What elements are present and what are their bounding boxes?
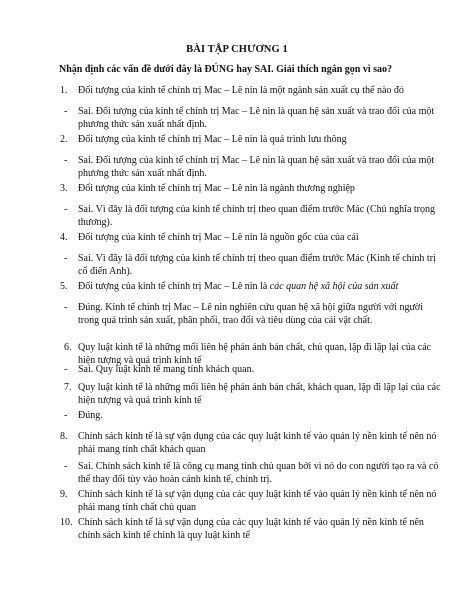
list-item <box>64 105 446 131</box>
item-text-italic: các quan hệ xã hội của sản xuất <box>269 281 399 292</box>
item-marker: - <box>64 106 68 117</box>
list-item <box>64 154 446 180</box>
list-item <box>64 203 446 229</box>
item-marker: 9. <box>60 489 68 500</box>
item-marker: 3. <box>60 183 68 194</box>
item-marker: 8. <box>60 431 68 442</box>
item-text: Sai. Đối tượng của kinh tế chính trị Mac – Lê nin là quan hệ sản xuất và trao đổi của một phương thức sản xuất nhất định. <box>78 106 435 130</box>
item-text: Sai. Quy luật kinh tế mang tính khách quan. <box>78 364 255 375</box>
item-text: Sai. Chính sách kinh tế là công cụ mang tính chủ quan bởi vì nó do con người tạo ra và có thể thay đổi tùy vào hoàn cảnh kinh tế, chính trị. <box>78 461 439 485</box>
list-item <box>60 133 446 146</box>
item-text: Đối tượng của kinh tế chính trị Mac – Lê nin là ngành thương nghiệp <box>78 183 355 194</box>
list-item <box>64 252 446 278</box>
item-marker: 6. <box>64 342 72 353</box>
item-text: Quy luật kinh tế là những mối liên hệ phản ánh bản chất, khách quan, lặp đi lặp lại của các hiện tượng và quá trình kinh tế <box>78 382 441 406</box>
item-marker: - <box>64 155 68 166</box>
item-text: Đúng. Kinh tế chính trị Mac – Lê nin nghiên cứu quan hệ xã hội giữa người với người trong quá trình sản xuất, phân phối, trao đổi và tiêu dùng của cải vật chất. <box>78 302 423 326</box>
item-text: Chính sách kinh tế là sự vận dụng của các quy luật kinh tế vào quản lý nền kinh tế nên nó phải mang tính chất khách quan <box>78 431 437 455</box>
list-item <box>60 516 446 542</box>
item-marker: - <box>64 253 68 264</box>
item-text: Đối tượng của kinh tế chính trị Mac – Lê nin là <box>78 281 270 292</box>
item-marker: 7. <box>64 382 72 393</box>
item-text: Đúng. <box>78 410 103 421</box>
item-marker: - <box>64 364 68 375</box>
item-marker: 4. <box>60 232 68 243</box>
item-text: Đối tượng của kinh tế chính trị Mac – Lê nin là một ngành sản xuất cụ thể nào đó <box>78 85 404 96</box>
item-text: Đối tượng của kinh tế chính trị Mac – Lê nin là nguồn gốc của của cải <box>78 232 359 243</box>
item-marker: 5. <box>60 281 68 292</box>
item-text: Chính sách kinh tế là sự vận dụng của các quy luật kinh tế vào quản lý nền kinh tế nên chính sách kinh tế chính là quy luật kinh tế <box>78 517 424 541</box>
list-item <box>64 381 446 407</box>
item-text: Sai. Vì đây là đối tượng của kinh tế chính trị theo quan điểm trước Mác (Chủ nghĩa trọng thương). <box>78 204 435 228</box>
item-text: Chính sách kinh tế là sự vận dụng của các quy luật kinh tế vào quản lý nền kinh tế nên nó phải mang tính chất chủ quan <box>78 489 437 513</box>
list-item <box>60 280 446 293</box>
list-item <box>60 231 446 244</box>
list-item <box>64 460 446 486</box>
item-text: Quy luật kinh tế là những mối liên hệ phản ánh bản chất, chủ quan, lặp đi lặp lại của các hiện tượng và quá trình kinh tế <box>78 342 432 366</box>
item-marker: - <box>64 461 68 472</box>
item-marker: - <box>64 204 68 215</box>
item-marker: 1. <box>60 85 68 96</box>
item-text: Đối tượng của kinh tế chính trị Mac – Lê nin là quá trình lưu thông <box>78 134 347 145</box>
instruction-heading: Nhận định các vấn đề dưới đây là ĐÚNG hay SAI. Giải thích ngắn gọn vì sao? <box>59 64 393 75</box>
list-item <box>64 301 446 327</box>
item-marker: - <box>64 410 68 421</box>
list-item <box>60 84 446 97</box>
item-marker: 10. <box>60 517 73 528</box>
item-marker: 2. <box>60 134 68 145</box>
page-title: BÀI TẬP CHƯƠNG 1 <box>186 44 288 55</box>
list-item <box>64 363 446 376</box>
list-item <box>64 409 446 422</box>
list-item <box>60 182 446 195</box>
list-item <box>60 488 446 514</box>
item-marker: - <box>64 302 68 313</box>
item-text: Sai. Đối tượng của kinh tế chính trị Mac – Lê nin là quan hệ sản xuất và trao đổi của một phương thức sản xuất nhất định. <box>78 155 435 179</box>
list-item <box>60 430 446 456</box>
item-text: Sai. Vì đây là đối tượng của kinh tế chính trị theo quan điểm trước Mác (Kinh tế chính trị cổ điển Anh). <box>78 253 436 277</box>
